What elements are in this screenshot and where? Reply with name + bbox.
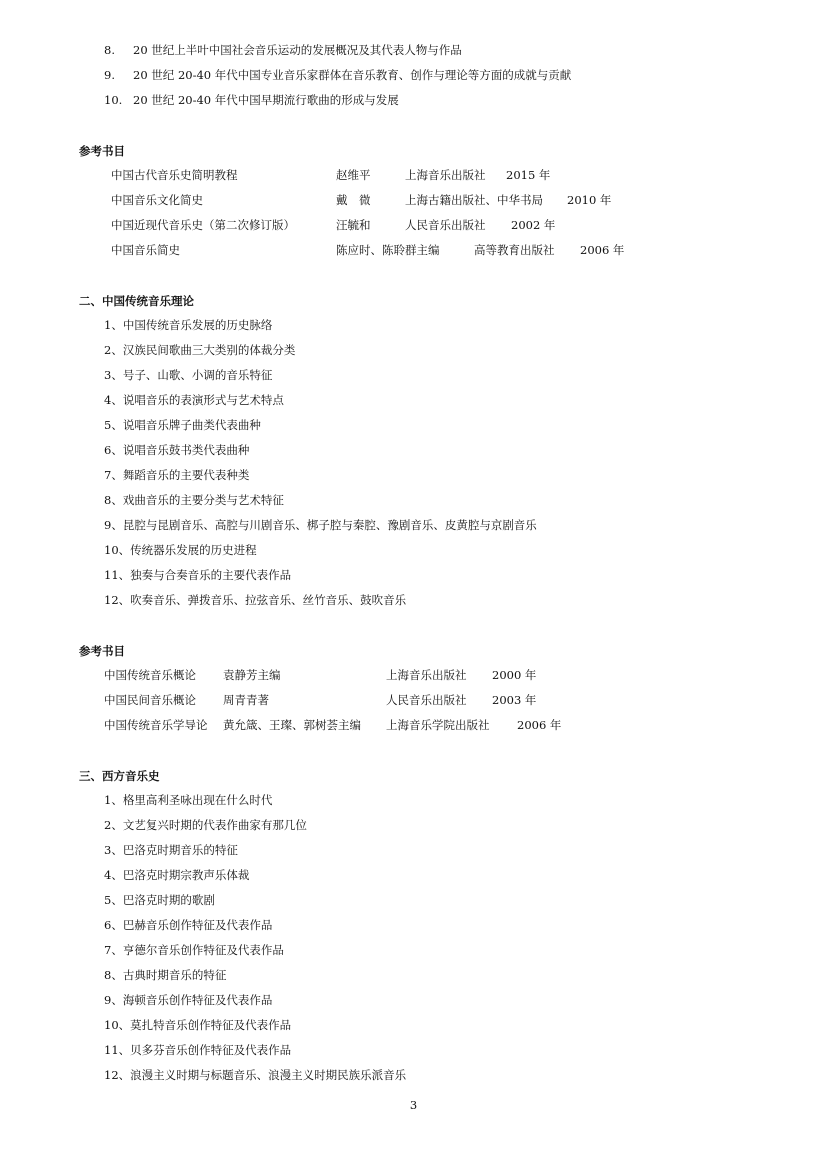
ref-book: 中国传统音乐学导论 (104, 718, 208, 732)
list-item: 11、独奏与合奏音乐的主要代表作品 (104, 568, 292, 582)
list-item: 10、莫扎特音乐创作特征及代表作品 (104, 1018, 292, 1032)
list-text: 20 世纪上半叶中国社会音乐运动的发展概况及其代表人物与作品 (133, 43, 462, 57)
list-text: 20 世纪 20-40 年代中国专业音乐家群体在音乐教育、创作与理论等方面的成就与贡献 (133, 68, 572, 82)
references-heading: 参考书目 (79, 144, 125, 158)
ref-year: 2000 年 (492, 668, 537, 682)
ref-book: 中国民间音乐概论 (104, 693, 196, 707)
list-item: 2、文艺复兴时期的代表作曲家有那几位 (104, 818, 307, 832)
ref-author: 周青青著 (223, 693, 269, 707)
list-item: 6、巴赫音乐创作特征及代表作品 (104, 918, 273, 932)
ref-book: 中国传统音乐概论 (104, 668, 196, 682)
list-item: 1、中国传统音乐发展的历史脉络 (104, 318, 273, 332)
ref-year: 2015 年 (506, 168, 551, 182)
list-number: 8. (104, 43, 115, 57)
ref-publisher: 高等教育出版社 (474, 243, 555, 257)
list-item: 6、说唱音乐鼓书类代表曲种 (104, 443, 250, 457)
list-item: 9、昆腔与昆剧音乐、高腔与川剧音乐、梆子腔与秦腔、豫剧音乐、皮黄腔与京剧音乐 (104, 518, 537, 532)
list-item: 7、亨德尔音乐创作特征及代表作品 (104, 943, 284, 957)
ref-author: 汪毓和 (336, 218, 371, 232)
list-item: 3、巴洛克时期音乐的特征 (104, 843, 238, 857)
ref-publisher: 人民音乐出版社 (405, 218, 486, 232)
ref-book: 中国音乐简史 (111, 243, 180, 257)
list-item: 10、传统器乐发展的历史进程 (104, 543, 257, 557)
list-item: 4、说唱音乐的表演形式与艺术特点 (104, 393, 284, 407)
page-number: 3 (409, 1098, 418, 1112)
ref-author: 戴 微 (336, 193, 371, 207)
list-item: 8、戏曲音乐的主要分类与艺术特征 (104, 493, 284, 507)
ref-author: 黄允箴、王璨、郭树荟主编 (223, 718, 361, 732)
ref-author: 袁静芳主编 (223, 668, 281, 682)
ref-publisher: 上海音乐出版社 (386, 668, 467, 682)
ref-year: 2006 年 (517, 718, 562, 732)
list-item: 11、贝多芬音乐创作特征及代表作品 (104, 1043, 292, 1057)
list-text: 20 世纪 20-40 年代中国早期流行歌曲的形成与发展 (133, 93, 399, 107)
list-item: 9、海顿音乐创作特征及代表作品 (104, 993, 273, 1007)
list-item: 12、吹奏音乐、弹拨音乐、拉弦音乐、丝竹音乐、鼓吹音乐 (104, 593, 407, 607)
ref-book: 中国古代音乐史简明教程 (111, 168, 238, 182)
list-item: 5、巴洛克时期的歌剧 (104, 893, 215, 907)
list-item: 1、格里高利圣咏出现在什么时代 (104, 793, 273, 807)
list-number: 10. (104, 93, 123, 107)
list-item: 3、号子、山歌、小调的音乐特征 (104, 368, 273, 382)
ref-year: 2002 年 (511, 218, 556, 232)
references-heading: 参考书目 (79, 644, 125, 658)
ref-year: 2010 年 (567, 193, 612, 207)
section-heading: 三、西方音乐史 (79, 769, 160, 783)
list-item: 7、舞蹈音乐的主要代表种类 (104, 468, 250, 482)
ref-publisher: 上海音乐出版社 (405, 168, 486, 182)
ref-year: 2003 年 (492, 693, 537, 707)
ref-year: 2006 年 (580, 243, 625, 257)
ref-author: 陈应时、陈聆群主编 (336, 243, 440, 257)
ref-publisher: 上海音乐学院出版社 (386, 718, 490, 732)
ref-book: 中国近现代音乐史（第二次修订版） (111, 218, 295, 232)
list-item: 8、古典时期音乐的特征 (104, 968, 227, 982)
list-item: 5、说唱音乐牌子曲类代表曲种 (104, 418, 261, 432)
section-heading: 二、中国传统音乐理论 (79, 294, 194, 308)
ref-book: 中国音乐文化简史 (111, 193, 203, 207)
ref-publisher: 人民音乐出版社 (386, 693, 467, 707)
list-item: 2、汉族民间歌曲三大类别的体裁分类 (104, 343, 296, 357)
list-item: 4、巴洛克时期宗教声乐体裁 (104, 868, 250, 882)
ref-author: 赵维平 (336, 168, 371, 182)
list-item: 12、浪漫主义时期与标题音乐、浪漫主义时期民族乐派音乐 (104, 1068, 407, 1082)
ref-publisher: 上海古籍出版社、中华书局 (405, 193, 543, 207)
list-number: 9. (104, 68, 115, 82)
